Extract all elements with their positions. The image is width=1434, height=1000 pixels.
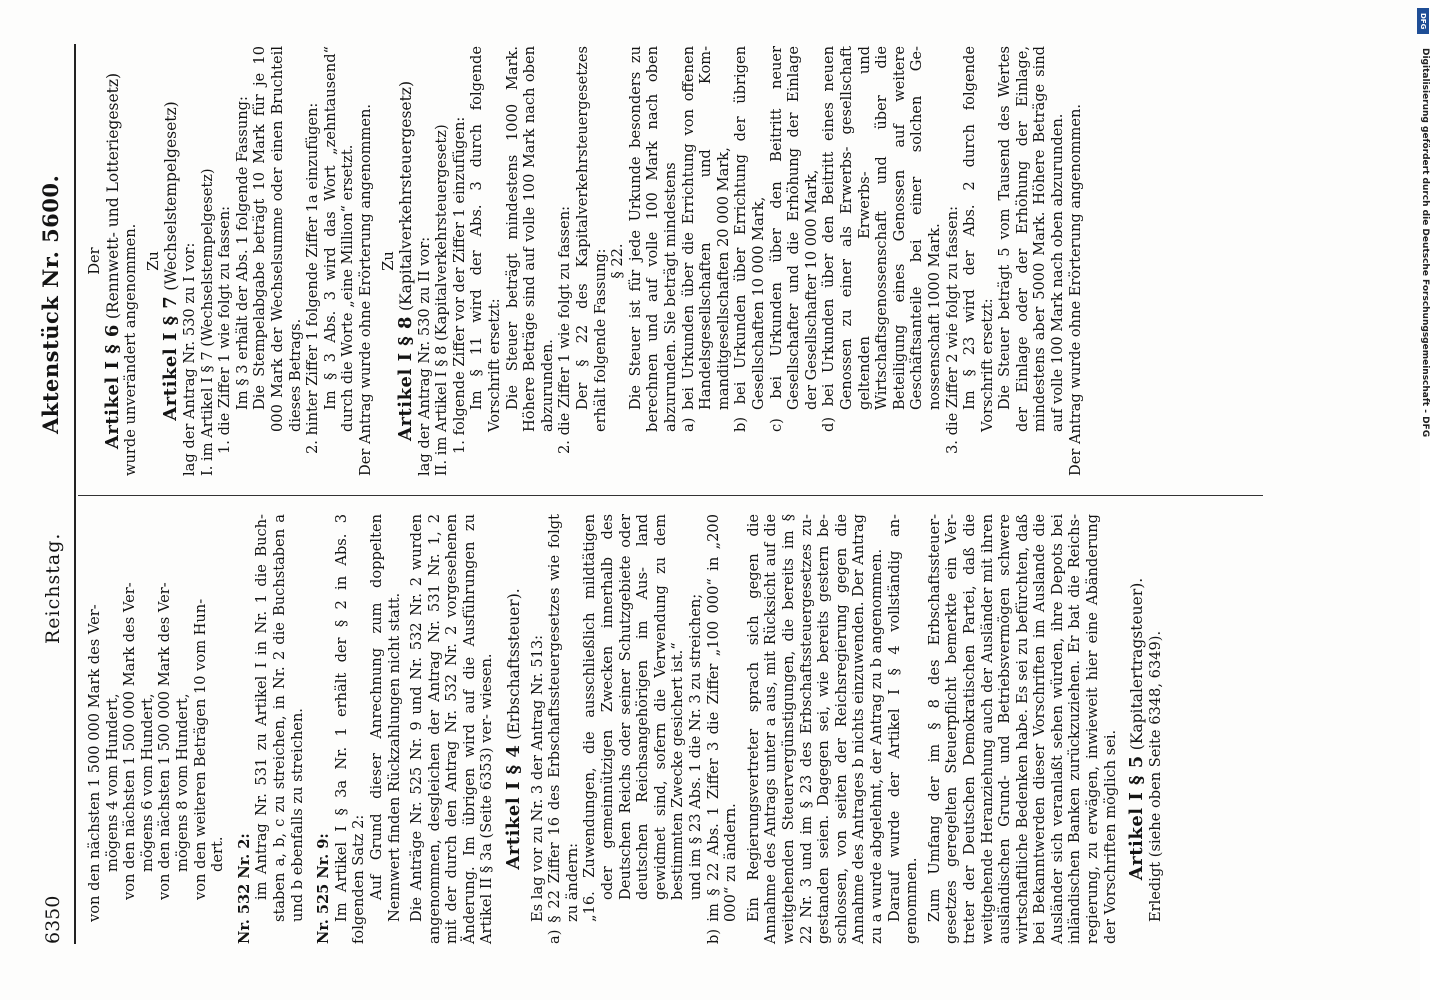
page-frame [38, 44, 1338, 944]
paragraph: Auf Grund dieser Anrechnung zum doppelten Nennwert finden Rückzahlungen nicht statt. [367, 514, 403, 922]
paragraph-sign: § 22. [609, 243, 627, 279]
paragraph: Es lag vor zu Nr. 3 der Antrag Nr. 513: [528, 634, 546, 922]
text-line: von den nächsten 1 500 000 Mark des Ver- [86, 604, 103, 922]
paragraph: Der Antrag wurde ohne Erörterung angenommen. [356, 103, 374, 476]
paragraph: Der Antrag wurde ohne Erörterung angenommen. [1066, 103, 1084, 476]
header-left-title: Reichstag. [42, 532, 64, 644]
paragraph: Die Steuer beträgt mindestens 1000 Mark. Höhere Beträge sind auf volle 100 Mark nach oben abzurunden. [503, 46, 556, 432]
article-heading [397, 46, 416, 476]
text-line: Zu [379, 251, 397, 271]
article-title: Artikel I § 7 [160, 295, 182, 421]
paragraph: lag der Antrag Nr. 530 zu II vor: [415, 236, 433, 476]
text-line: dert. [209, 836, 227, 872]
paragraph: Die Anträge Nr. 525 Nr. 9 und Nr. 532 Nr. 2 wurden angenommen, desgleichen der Antrag Nr. 531 Nr. 1, 2 mit der durch den Antrag Nr. 532 Nr. 2 vorgesehenen Änderung. Im übrigen wird auf die Ausführungen zu Artikel II § 3a (Seite 6353) ver- wiesen. [408, 514, 496, 944]
list-item: d) bei Urkunden über den Beitritt eines neuen Genossen zu einer als Erwerbs- gesellschaft geltenden Erwerbs- und Wirtschaftsgenossenschaft und über die Beteiligung eines Genossen auf weitere Geschäftsanteile bei einer solchen Ge- nossenschaft 1000 Mark. [820, 46, 943, 432]
text-line: mögens 6 vom Hundert, [138, 693, 156, 872]
text-line: Zu [144, 251, 162, 271]
paragraph: Erledigt (siehe oben Seite 6348, 6349). [1146, 630, 1164, 922]
paragraph: Im § 23 wird der Abs. 2 durch folgende Vorschrift ersetzt: [961, 46, 996, 432]
article-heading [1128, 514, 1147, 944]
list-item: 1. folgende Ziffer vor der Ziffer 1 einzufügen: [450, 116, 468, 454]
header-right-title: Aktenstück Nr. 5600. [38, 174, 63, 434]
running-header [38, 44, 72, 944]
paragraph: Im Artikel I § 3a Nr. 1 erhält der § 2 in Abs. 3 folgenden Satz 2: [332, 514, 368, 944]
right-column [86, 46, 1084, 476]
paragraph: im Antrag Nr. 531 zu Artikel I in Nr. 1 die Buch- staben a, b, c zu streichen, in Nr. 2 die Buchstaben a und b ebenfalls zu streichen. [253, 514, 306, 922]
paragraph: Im § 3 Abs. 3 wird das Wort „zehntausend“ durch die Worte „eine Million“ ersetzt. [321, 46, 357, 432]
paragraph: Ein Regierungsvertreter sprach sich gegen die Annahme des Antrags unter a aus, mit Rücksicht auf die weitgehenden Steuervergünstigungen, die bereits im § 22 Nr. 3 und im § 23 des Erbschaftssteuergesetzes zu- gestanden seien. Dagegen sei, wie bereits gestern be- schlossen, von seiten der Reichsregierung gegen die Annahme des Antrages b nichts einzuwenden. Der Antrag zu a wurde abgelehnt, der Antrag zu b angenommen. [744, 514, 885, 944]
article-heading [101, 46, 123, 476]
paragraph: und im § 23 Abs. 1 die Nr. 3 zu streichen; [687, 593, 704, 900]
list-item: b) bei Urkunden über Errichtung der übrigen Gesellschaften 10 000 Mark, [732, 46, 767, 432]
paragraph: Die Steuer beträgt 5 vom Tausend des Wertes der Einlage oder der Erhöhung der Einlage, mindestens aber 5000 Mark. Höhere Beträge sind auf volle 100 Mark nach oben abzurunden. [996, 46, 1067, 432]
article-title: Artikel I § 4 [503, 744, 525, 870]
article-subtitle: (Rennwett- und Lotteriegesetz) [103, 72, 122, 320]
list-item: c) bei Urkunden über den Beitritt neuer Gesellschafter und die Erhöhung der Einlage der Gesellschafter 10 000 Mark, [767, 46, 820, 432]
list-item: 2. die Ziffer 1 wie folgt zu fassen: [556, 205, 574, 454]
quoted-provision: „16. Zuwendungen, die ausschließlich mildtätigen oder gemeinnützigen Zwecken innerhalb des Deutschen Reichs oder seiner Schutzgebiete oder deutschen Reichsangehörigen im Aus- land gewidmet sind, sofern die Verwendung zu dem bestimmten Zwecke gesichert ist.“ [581, 514, 687, 922]
paragraph: Der § 22 des Kapitalverkehrsteuergesetzes erhält folgende Fassung: [574, 46, 609, 432]
dfg-logo-icon: DFG [1417, 8, 1429, 34]
list-item: 1. die Ziffer 1 wie folgt zu fassen: [216, 205, 234, 454]
article-subtitle: (Wechselstempelgesetz) [162, 101, 181, 291]
paragraph: Die Steuer ist für jede Urkunde besonders zu berechnen und auf volle 100 Mark nach oben abzurunden. Sie beträgt mindestens [626, 46, 679, 432]
paragraph: lag der Antrag Nr. 530 zu I vor: [180, 242, 198, 476]
list-item: a) bei Urkunden über die Errichtung von offenen Handelsgesellschaften und Kom- manditgesellschaften 20 000 Mark, [679, 46, 732, 432]
article-heading [505, 514, 524, 944]
page-number: 6350 [42, 895, 64, 944]
left-column [86, 514, 1164, 944]
list-item: b) im § 22 Abs. 1 Ziffer 3 die Ziffer „100 000“ in „200 000“ zu ändern. [704, 514, 740, 944]
list-item: 2. hinter Ziffer 1 folgende Ziffer 1a einzufügen: [304, 102, 322, 454]
list-item: a) § 22 Ziffer 16 des Erbschaftssteuergesetzes wie folgt zu ändern: [546, 514, 581, 944]
text-line: Der [86, 247, 103, 275]
column-divider [78, 495, 1263, 496]
text-line: von den weiteren Beträgen 10 vom Hun- [191, 598, 209, 900]
paragraph: Im § 11 wird der Abs. 3 durch folgende Vorschrift ersetzt: [468, 46, 504, 432]
paragraph: Im § 3 erhält der Abs. 1 folgende Fassung: [233, 96, 251, 410]
text-line: von den nächsten 1 500 000 Mark des Ver- [156, 582, 174, 900]
article-title: Artikel I § 6 [101, 324, 123, 450]
list-item: I. im Artikel I § 7 (Wechselstempelgesetz) [198, 168, 216, 476]
section-heading: Nr. 525 Nr. 9: [315, 833, 333, 944]
header-rule [74, 44, 76, 944]
article-title: Artikel I § 8 [395, 315, 417, 442]
list-item: II. im Artikel I § 8 (Kapitalverkehrsteuergesetz) [433, 124, 451, 476]
text-line: mögens 4 vom Hundert, [103, 693, 121, 872]
article-title: Artikel I § 5 [1126, 755, 1148, 881]
paragraph: Darauf wurde der Artikel I § 4 vollständig an- genommen. [885, 514, 921, 944]
paragraph: Zum Umfang der im § 8 des Erbschaftssteuer- gesetzes geregelten Steuerpflicht bemerkte ein Ver- treter der Deutschen Demokratischen Partei, daß die weitgehende Heranziehung auch der Ausländer mit ihren ausländischen Grund- und Betriebsvermögen schwere wirtschaftliche Bedenken habe. Es sei zu befürchten, daß bei Bekanntwerden dieser Vorschriften im Auslande die Ausländer sich veranlaßt sehen würden, ihre Depots bei inländischen Banken zurückzuziehen. Er bat die Reichs- regierung, zu erwägen, inwieweit hier eine Abänderung der Vorschriften möglich sei. [925, 514, 1119, 944]
paragraph: wurde unverändert angenommen. [122, 223, 140, 476]
section-heading: Nr. 532 Nr. 2: [235, 833, 253, 944]
text-line: von den nächsten 1 500 000 Mark des Ver- [121, 582, 139, 900]
article-subtitle: (Kapitalverkehrsteuergesetz) [397, 80, 416, 312]
article-subtitle: (Erbschaftssteuer). [505, 588, 524, 740]
credit-text: Digitalisierung gefördert durch die Deutsche Forschungsgemeinschaft - DFG [1420, 48, 1430, 438]
list-item: 3. die Ziffer 2 wie folgt zu fassen: [943, 205, 961, 454]
digitization-credit [1416, 8, 1430, 958]
text-line: mögens 8 vom Hundert, [173, 693, 191, 872]
article-subtitle: (Kapitalertragsteuer). [1128, 577, 1147, 751]
paragraph: Die Stempelabgabe beträgt 10 Mark für je 10 000 Mark der Wechselsumme oder einen Bruchteil dieses Betrags. [251, 46, 304, 432]
article-heading [162, 46, 181, 476]
